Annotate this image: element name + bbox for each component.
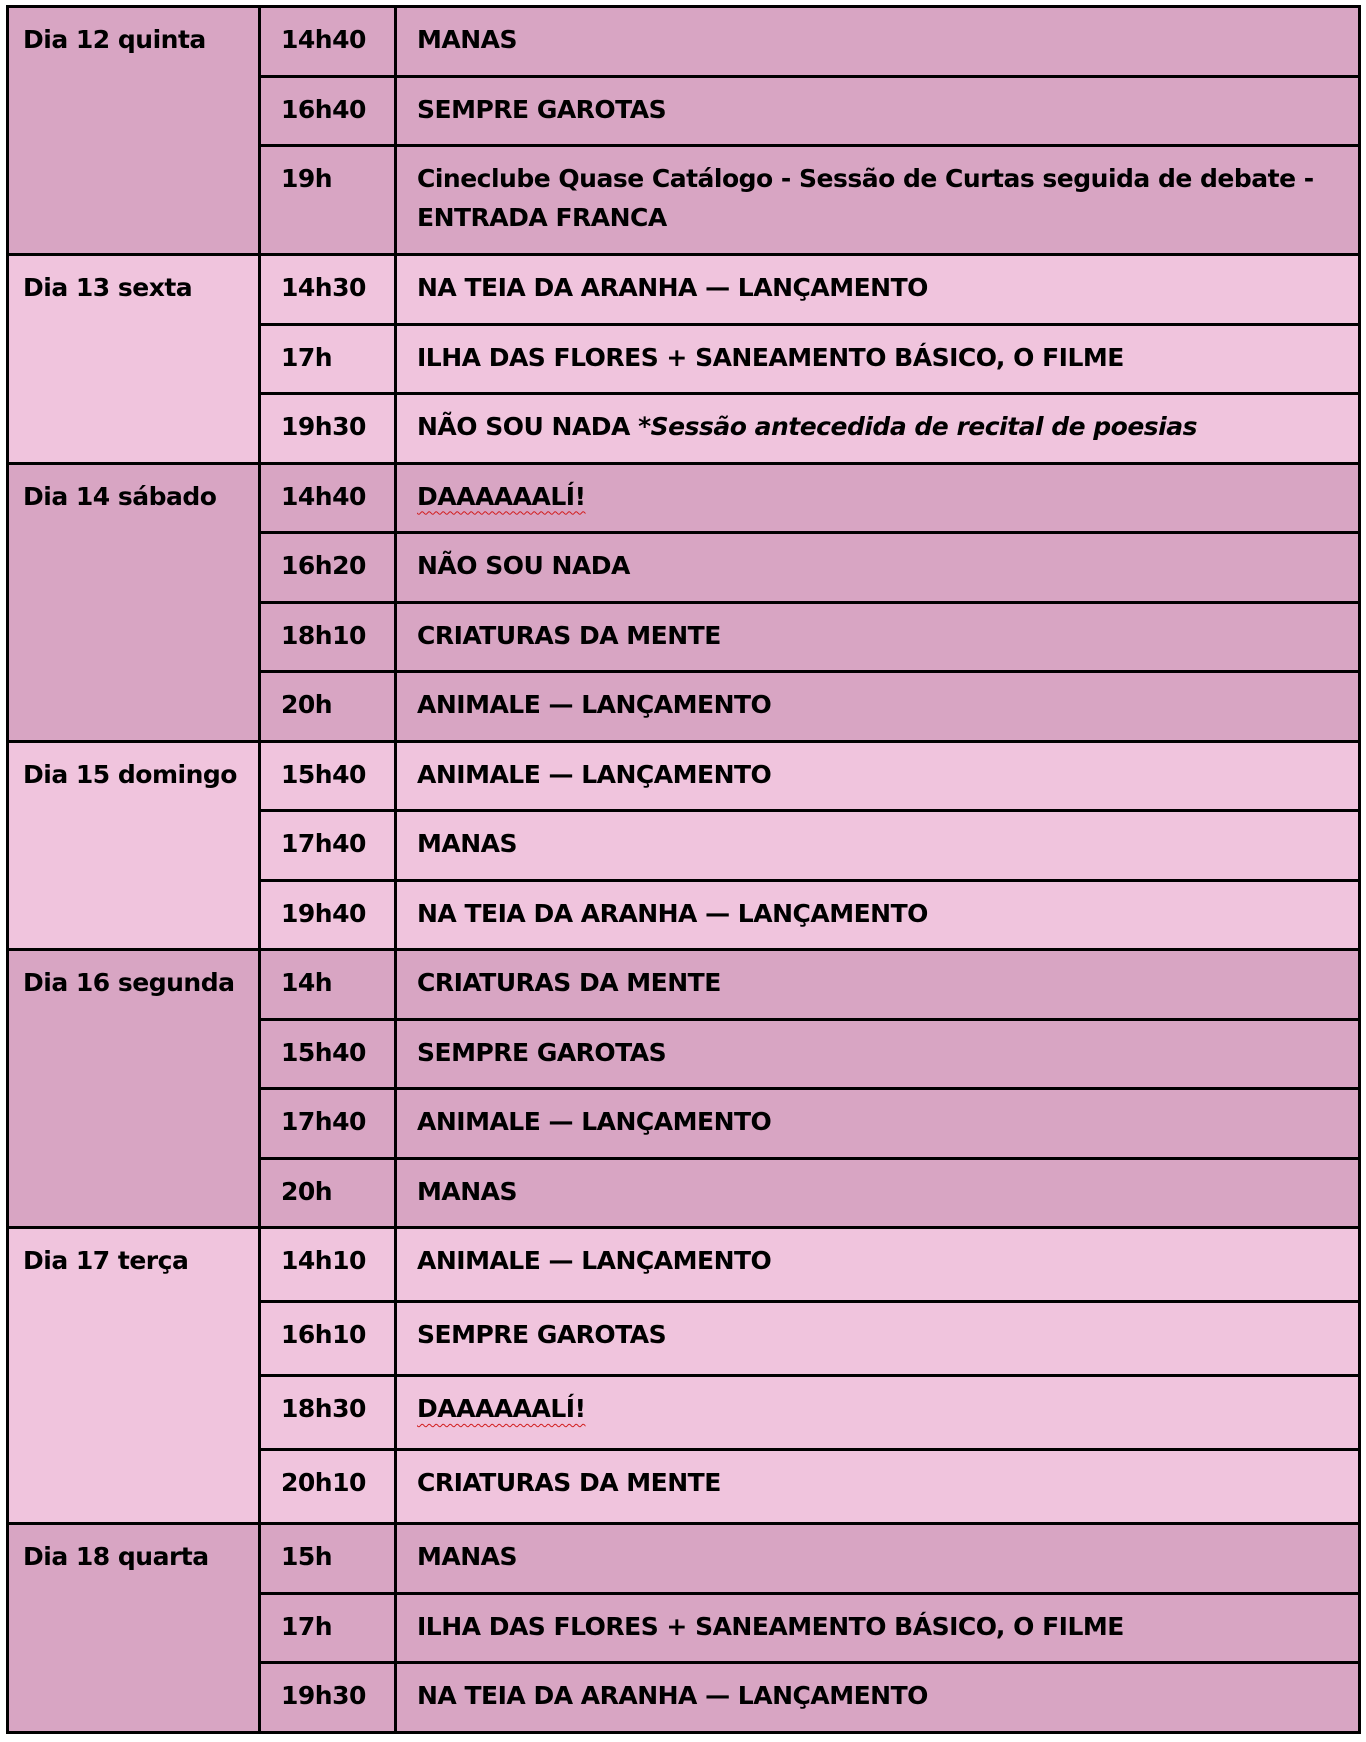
day-label: Dia 16 segunda [8, 950, 260, 1228]
session-film: SEMPRE GAROTAS [396, 1019, 1360, 1089]
session-film: DAAAAAALÍ! [417, 481, 586, 511]
session-note: Sessão antecedida de recital de poesias [650, 412, 1197, 441]
day-group [8, 463, 1360, 741]
day-label: Dia 14 sábado [8, 463, 260, 741]
session-time: 14h10 [260, 1228, 396, 1302]
session-film: NA TEIA DA ARANHA — LANÇAMENTO [396, 1663, 1360, 1733]
session-film: SEMPRE GAROTAS [396, 76, 1360, 146]
session-film: ANIMALE — LANÇAMENTO [396, 741, 1360, 811]
session-film: NÃO SOU NADA [396, 533, 1360, 603]
session-time: 17h40 [260, 1089, 396, 1159]
session-time: 18h10 [260, 602, 396, 672]
session-time: 19h40 [260, 880, 396, 950]
day-group [8, 255, 1360, 464]
day-label: Dia 13 sexta [8, 255, 260, 464]
session-time: 16h40 [260, 76, 396, 146]
session-time: 17h [260, 324, 396, 394]
session-film: ILHA DAS FLORES + SANEAMENTO BÁSICO, O FILME [396, 324, 1360, 394]
session-time: 14h30 [260, 255, 396, 325]
session-film-cell [396, 463, 1360, 533]
session-film: Cineclube Quase Catálogo - Sessão de Curtas seguida de debate - ENTRADA FRANCA [396, 146, 1360, 255]
day-group [8, 7, 1360, 255]
session-film: CRIATURAS DA MENTE [396, 950, 1360, 1020]
session-film: NÃO SOU NADA * [417, 412, 651, 441]
session-film: MANAS [396, 7, 1360, 77]
session-film: NA TEIA DA ARANHA — LANÇAMENTO [396, 255, 1360, 325]
session-time: 15h40 [260, 1019, 396, 1089]
session-time: 19h30 [260, 1663, 396, 1733]
session-time: 14h [260, 950, 396, 1020]
session-time: 18h30 [260, 1376, 396, 1450]
schedule-table [6, 5, 1361, 1734]
session-film-cell [396, 1376, 1360, 1450]
session-film: MANAS [396, 1158, 1360, 1228]
table-row [8, 463, 1360, 533]
session-time: 15h [260, 1524, 396, 1594]
session-time: 19h [260, 146, 396, 255]
day-group [8, 950, 1360, 1228]
session-time: 17h40 [260, 811, 396, 881]
table-row [8, 741, 1360, 811]
day-group [8, 1228, 1360, 1524]
session-film: MANAS [396, 1524, 1360, 1594]
session-film: ILHA DAS FLORES + SANEAMENTO BÁSICO, O FILME [396, 1593, 1360, 1663]
session-time: 16h10 [260, 1302, 396, 1376]
day-group [8, 741, 1360, 950]
session-time: 20h10 [260, 1450, 396, 1524]
session-time: 14h40 [260, 463, 396, 533]
session-time: 14h40 [260, 7, 396, 77]
table-row [8, 1228, 1360, 1302]
session-film: ANIMALE — LANÇAMENTO [396, 672, 1360, 742]
day-group [8, 1524, 1360, 1733]
session-film-cell [396, 394, 1360, 464]
session-time: 15h40 [260, 741, 396, 811]
day-label: Dia 17 terça [8, 1228, 260, 1524]
session-time: 20h [260, 1158, 396, 1228]
session-film: MANAS [396, 811, 1360, 881]
session-film: CRIATURAS DA MENTE [396, 1450, 1360, 1524]
session-time: 17h [260, 1593, 396, 1663]
session-film: ANIMALE — LANÇAMENTO [396, 1089, 1360, 1159]
session-time: 20h [260, 672, 396, 742]
session-time: 16h20 [260, 533, 396, 603]
session-film: SEMPRE GAROTAS [396, 1302, 1360, 1376]
day-label: Dia 15 domingo [8, 741, 260, 950]
session-film: DAAAAAALÍ! [417, 1394, 586, 1423]
session-time: 19h30 [260, 394, 396, 464]
table-row [8, 1524, 1360, 1594]
session-film: CRIATURAS DA MENTE [396, 602, 1360, 672]
session-film: ANIMALE — LANÇAMENTO [396, 1228, 1360, 1302]
table-row [8, 950, 1360, 1020]
table-row [8, 255, 1360, 325]
table-row [8, 7, 1360, 77]
day-label: Dia 12 quinta [8, 7, 260, 255]
day-label: Dia 18 quarta [8, 1524, 260, 1733]
session-film: NA TEIA DA ARANHA — LANÇAMENTO [396, 880, 1360, 950]
